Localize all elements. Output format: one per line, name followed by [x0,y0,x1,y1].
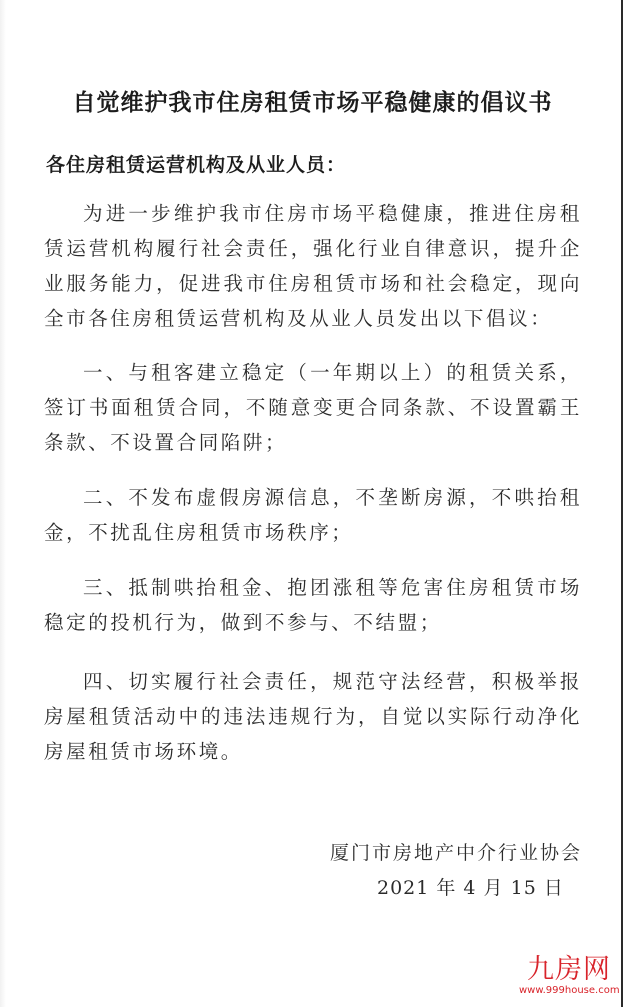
page-left-shade [0,0,6,1007]
proposal-item-3: 三、抵制哄抬租金、抱团涨租等危害住房租赁市场稳定的投机行为，做到不参与、不结盟； [44,576,582,634]
proposal-item-1: 一、与租客建立稳定（一年期以上）的租赁关系，签订书面租赁合同，不随意变更合同条款、不设置霸王条款、不设置合同陷阱； [44,361,582,454]
watermark-url: www.999house.com [519,985,620,996]
proposal-item-4: 四、切实履行社会责任，规范守法经营，积极举报房屋租赁活动中的违法违规行为，自觉以实际行动净化房屋租赁市场环境。 [44,670,582,763]
page-right-border [621,0,623,1007]
intro-paragraph: 为进一步维护我市住房市场平稳健康，推进住房租赁运营机构履行社会责任，强化行业自律意识，提升企业服务能力，促进我市住房租赁市场和社会稳定，现向全市各住房租赁运营机构及从业人员发出以下倡议： [44,202,582,330]
watermark-logo: 九房网 [527,954,611,985]
document-title: 自觉维护我市住房租赁市场平稳健康的倡议书 [72,90,553,116]
salutation: 各住房租赁运营机构及从业人员： [46,154,347,176]
signature-date: 2021 年 4 月 15 日 [377,877,564,899]
signature-organization: 厦门市房地产中介行业协会 [330,842,583,864]
watermark [519,955,619,997]
proposal-item-2: 二、不发布虚假房源信息，不垄断房源，不哄抬租金，不扰乱住房租赁市场秩序； [44,486,582,544]
